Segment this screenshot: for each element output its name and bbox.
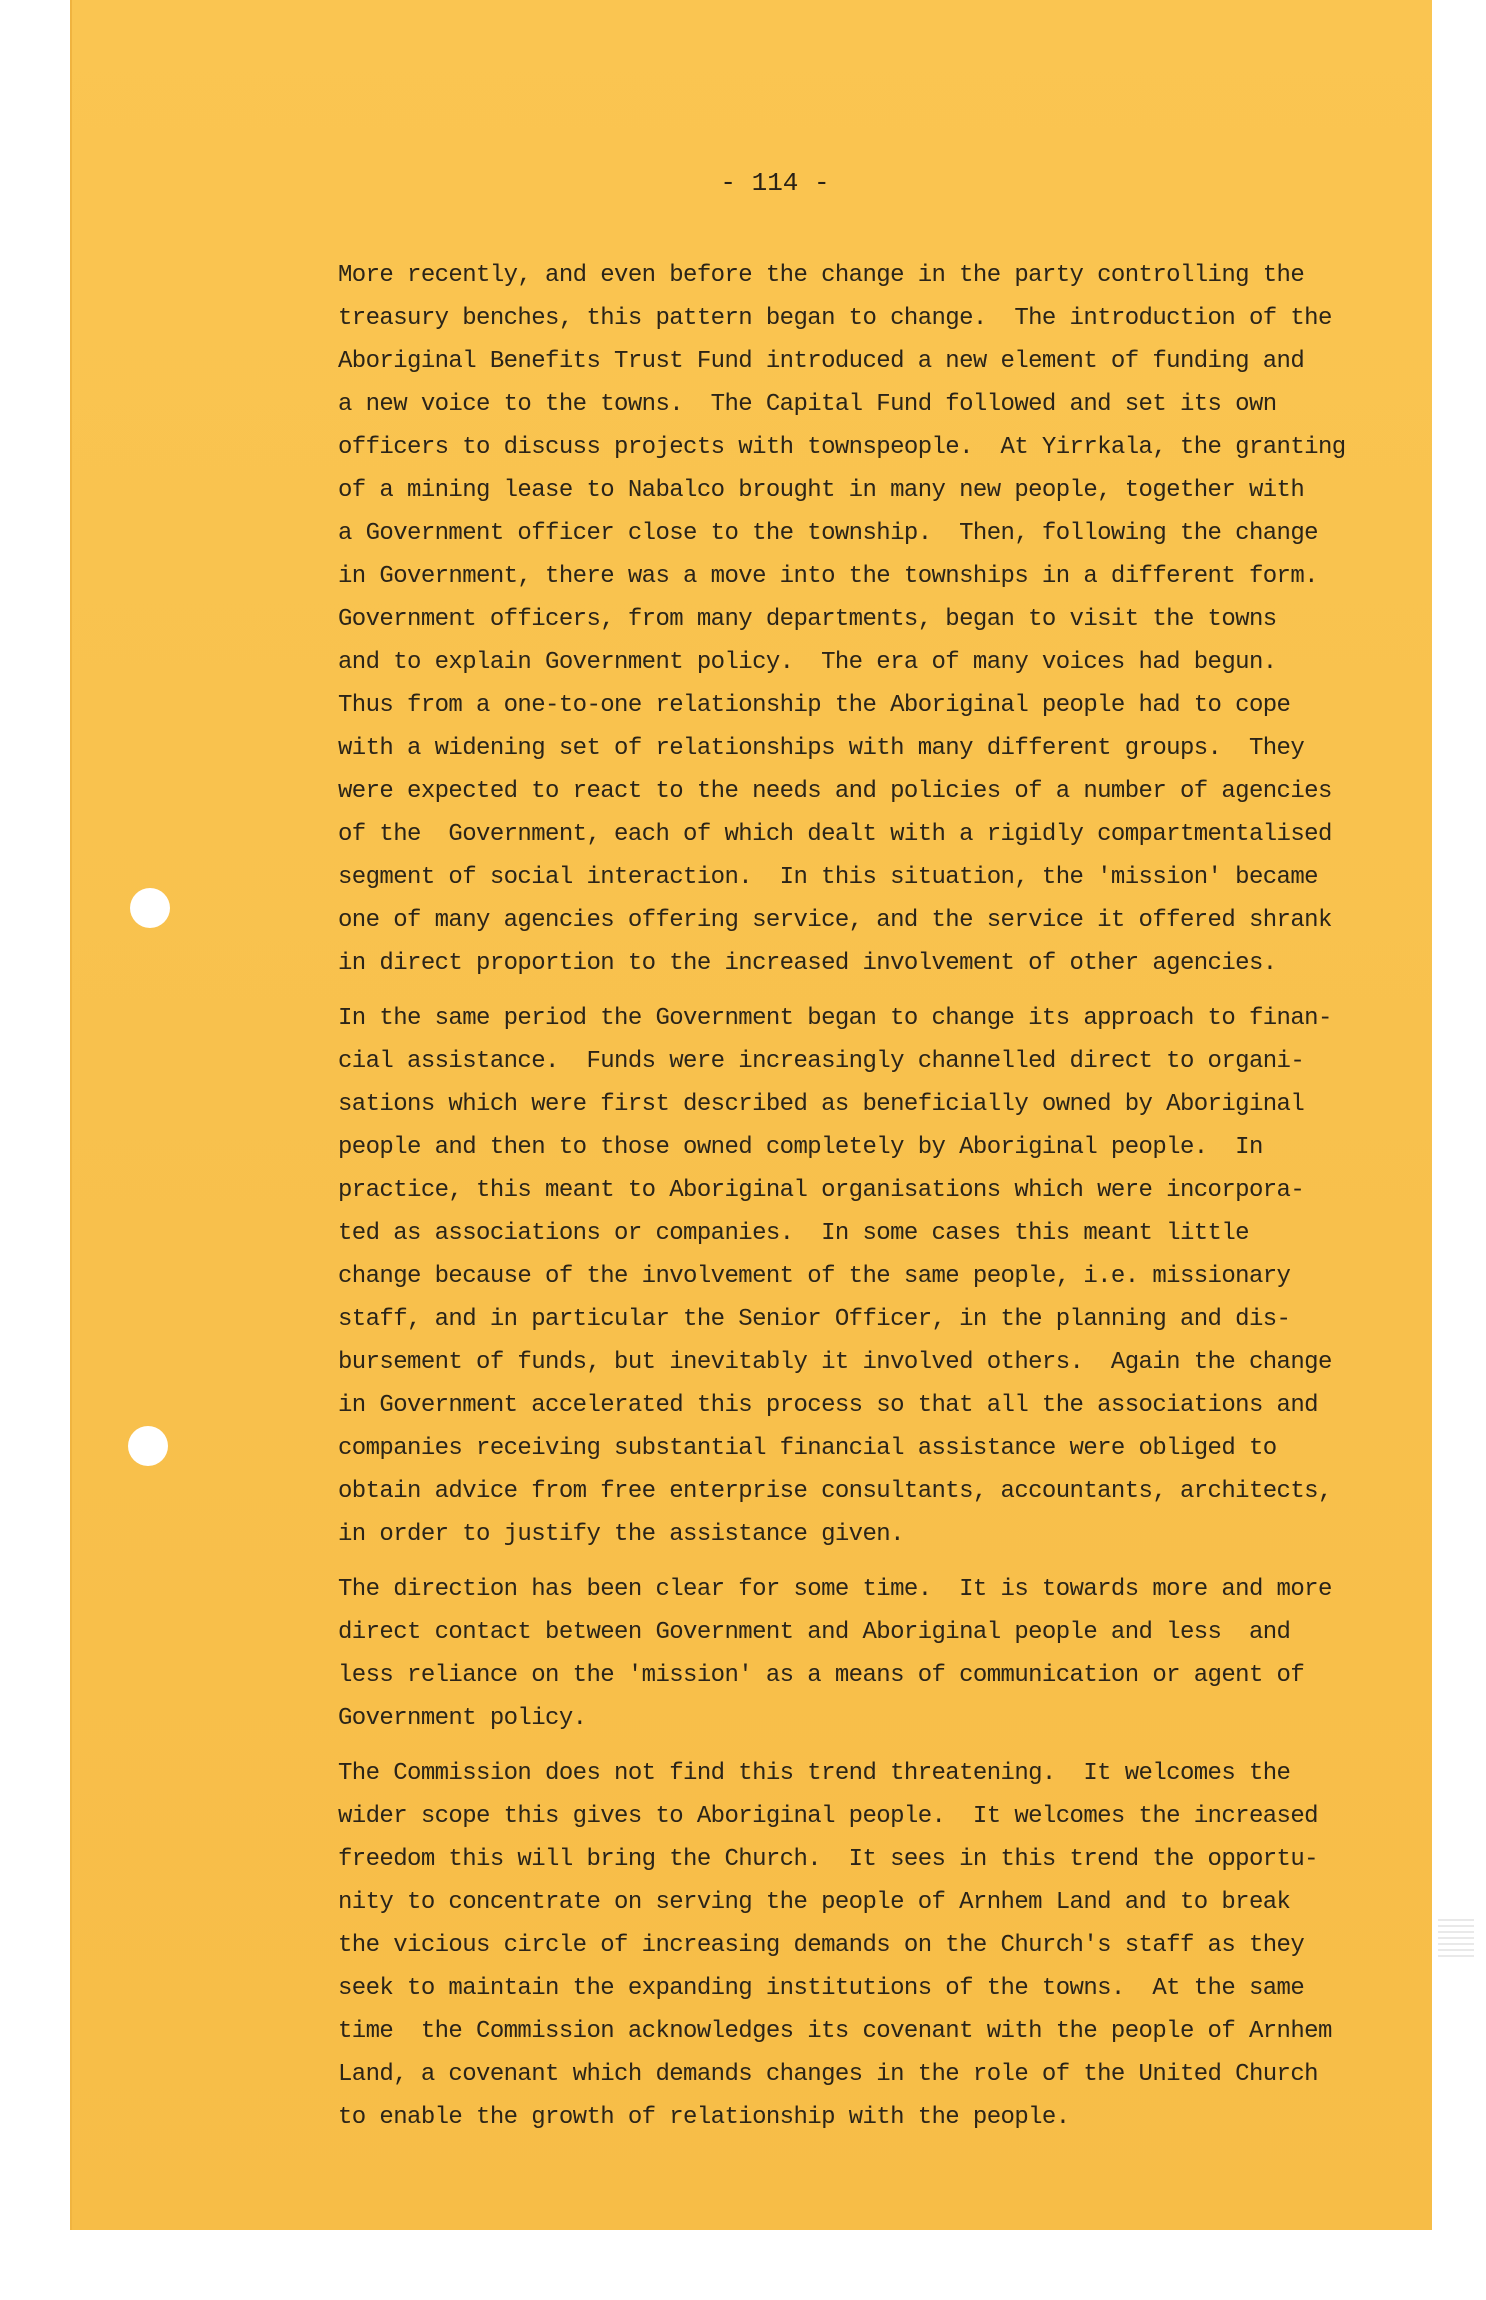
body-text [338, 254, 1388, 2151]
text-line: ted as associations or companies. In some cases this meant little [338, 1220, 1249, 1247]
text-line: and to explain Government policy. The era of many voices had begun. [338, 649, 1277, 676]
paper-edge-tab [1438, 1915, 1474, 1959]
text-line: a new voice to the towns. The Capital Fund followed and set its own [338, 391, 1277, 418]
text-line: seek to maintain the expanding institutions of the towns. At the same [338, 1975, 1305, 2002]
text-line: Government policy. [338, 1705, 587, 1732]
text-line: staff, and in particular the Senior Officer, in the planning and dis- [338, 1306, 1291, 1333]
text-line: in Government accelerated this process so that all the associations and [338, 1392, 1318, 1419]
text-line: officers to discuss projects with townspeople. At Yirrkala, the granting [338, 434, 1346, 461]
text-line: The direction has been clear for some time. It is towards more and more [338, 1576, 1332, 1603]
text-line: Government officers, from many departments, began to visit the towns [338, 606, 1277, 633]
text-line: Thus from a one-to-one relationship the Aboriginal people had to cope [338, 692, 1291, 719]
text-line: direct contact between Government and Aboriginal people and less and [338, 1619, 1291, 1646]
text-line: practice, this meant to Aboriginal organisations which were incorpora- [338, 1177, 1305, 1204]
paragraph-4 [338, 1752, 1388, 2139]
paragraph-2 [338, 997, 1388, 1556]
text-line: Aboriginal Benefits Trust Fund introduced a new element of funding and [338, 348, 1305, 375]
text-line: change because of the involvement of the same people, i.e. missionary [338, 1263, 1291, 1290]
text-line: Land, a covenant which demands changes in the role of the United Church [338, 2061, 1318, 2088]
text-line: nity to concentrate on serving the people of Arnhem Land and to break [338, 1889, 1291, 1916]
text-line: in order to justify the assistance given. [338, 1521, 904, 1548]
text-line: of a mining lease to Nabalco brought in many new people, together with [338, 477, 1305, 504]
text-line: a Government officer close to the township. Then, following the change [338, 520, 1318, 547]
text-line: bursement of funds, but inevitably it involved others. Again the change [338, 1349, 1332, 1376]
text-line: one of many agencies offering service, and the service it offered shrank [338, 907, 1332, 934]
text-line: The Commission does not find this trend threatening. It welcomes the [338, 1760, 1291, 1787]
text-line: time the Commission acknowledges its covenant with the people of Arnhem [338, 2018, 1332, 2045]
punch-hole-top [130, 888, 170, 928]
text-line: companies receiving substantial financial assistance were obliged to [338, 1435, 1277, 1462]
text-line: were expected to react to the needs and policies of a number of agencies [338, 778, 1332, 805]
text-line: less reliance on the 'mission' as a means of communication or agent of [338, 1662, 1305, 1689]
punch-hole-bottom [128, 1426, 168, 1466]
text-line: cial assistance. Funds were increasingly channelled direct to organi- [338, 1048, 1305, 1075]
text-line: in direct proportion to the increased involvement of other agencies. [338, 950, 1277, 977]
text-line: to enable the growth of relationship with the people. [338, 2104, 1070, 2131]
text-line: people and then to those owned completely by Aboriginal people. In [338, 1134, 1263, 1161]
paragraph-1 [338, 254, 1388, 985]
text-line: In the same period the Government began to change its approach to finan- [338, 1005, 1332, 1032]
text-line: in Government, there was a move into the townships in a different form. [338, 563, 1318, 590]
text-line: sations which were first described as beneficially owned by Aboriginal [338, 1091, 1305, 1118]
page-number: - 114 - [720, 168, 830, 198]
text-line: the vicious circle of increasing demands on the Church's staff as they [338, 1932, 1305, 1959]
text-line: freedom this will bring the Church. It sees in this trend the opportu- [338, 1846, 1318, 1873]
text-line: wider scope this gives to Aboriginal people. It welcomes the increased [338, 1803, 1318, 1830]
paragraph-3 [338, 1568, 1388, 1740]
text-line: obtain advice from free enterprise consultants, accountants, architects, [338, 1478, 1332, 1505]
text-line: of the Government, each of which dealt with a rigidly compartmentalised [338, 821, 1332, 848]
text-line: with a widening set of relationships with many different groups. They [338, 735, 1305, 762]
text-line: treasury benches, this pattern began to change. The introduction of the [338, 305, 1332, 332]
text-line: segment of social interaction. In this situation, the 'mission' became [338, 864, 1318, 891]
text-line: More recently, and even before the change in the party controlling the [338, 262, 1305, 289]
